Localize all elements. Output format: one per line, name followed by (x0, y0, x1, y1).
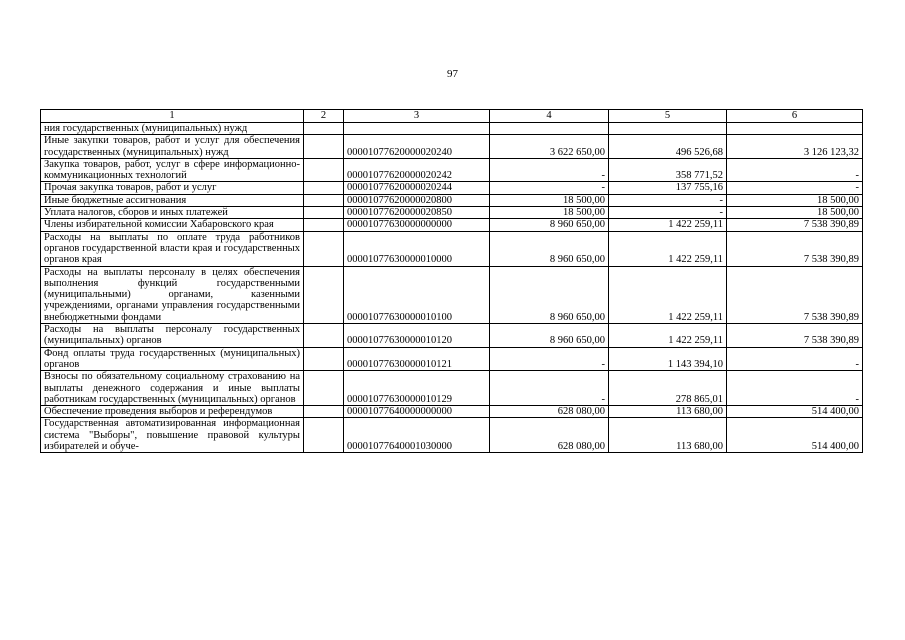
row-executed (609, 123, 727, 135)
row-col2 (304, 266, 344, 323)
row-executed: 1 422 259,11 (609, 219, 727, 231)
row-col2 (304, 371, 344, 406)
row-plan: 628 080,00 (490, 418, 609, 453)
table-row (41, 123, 863, 135)
table-header-row (41, 110, 863, 123)
row-executed: 1 422 259,11 (609, 266, 727, 323)
row-executed: 358 771,52 (609, 158, 727, 182)
row-executed: 113 680,00 (609, 418, 727, 453)
table-row (41, 135, 863, 159)
row-name: Взносы по обязательному социальному страхованию на выплаты денежного содержания и иные выплаты работникам государственных (муниципальных) органов (41, 371, 304, 406)
row-name: Иные закупки товаров, работ и услуг для обеспечения государственных (муниципальных) нужд (41, 135, 304, 159)
row-col2 (304, 418, 344, 453)
row-executed: 278 865,01 (609, 371, 727, 406)
row-col2 (304, 406, 344, 418)
row-plan: - (490, 158, 609, 182)
row-remainder: 7 538 390,89 (727, 219, 863, 231)
row-code: 00001077630000010129 (344, 371, 490, 406)
row-remainder: 18 500,00 (727, 194, 863, 206)
row-executed: 1 143 394,10 (609, 347, 727, 371)
table-row (41, 219, 863, 231)
row-code: 00001077630000000000 (344, 219, 490, 231)
table-row (41, 324, 863, 348)
row-remainder: 7 538 390,89 (727, 324, 863, 348)
row-plan (490, 123, 609, 135)
row-executed: 1 422 259,11 (609, 231, 727, 266)
row-remainder (727, 123, 863, 135)
row-col2 (304, 135, 344, 159)
row-executed: 113 680,00 (609, 406, 727, 418)
row-remainder: 7 538 390,89 (727, 231, 863, 266)
row-col2 (304, 182, 344, 194)
row-col2 (304, 219, 344, 231)
row-col2 (304, 194, 344, 206)
column-header: 2 (304, 110, 344, 123)
row-code: 00001077630000010100 (344, 266, 490, 323)
row-remainder: 7 538 390,89 (727, 266, 863, 323)
row-plan: 18 500,00 (490, 194, 609, 206)
row-remainder: - (727, 158, 863, 182)
row-col2 (304, 207, 344, 219)
row-name: Иные бюджетные ассигнования (41, 194, 304, 206)
row-code: 00001077620000020240 (344, 135, 490, 159)
row-name: Закупка товаров, работ, услуг в сфере информационно-коммуникационных технологий (41, 158, 304, 182)
row-name: Члены избирательной комиссии Хабаровского края (41, 219, 304, 231)
row-executed: - (609, 194, 727, 206)
row-remainder: - (727, 371, 863, 406)
budget-execution-table (40, 109, 863, 453)
row-remainder: - (727, 182, 863, 194)
row-name: Расходы на выплаты персоналу в целях обеспечения выполнения функций государственными (муниципальными) органами, казенными учреждениями, органами управления государственными внебюджетными фондами (41, 266, 304, 323)
row-executed: 1 422 259,11 (609, 324, 727, 348)
table-row (41, 231, 863, 266)
table-row (41, 194, 863, 206)
row-plan: 18 500,00 (490, 207, 609, 219)
row-name: Уплата налогов, сборов и иных платежей (41, 207, 304, 219)
row-remainder: 18 500,00 (727, 207, 863, 219)
row-code: 00001077630000010121 (344, 347, 490, 371)
row-executed: 137 755,16 (609, 182, 727, 194)
row-executed: - (609, 207, 727, 219)
row-code: 00001077620000020242 (344, 158, 490, 182)
row-executed: 496 526,68 (609, 135, 727, 159)
table-row (41, 182, 863, 194)
row-name: ния государственных (муниципальных) нужд (41, 123, 304, 135)
row-name: Обеспечение проведения выборов и референдумов (41, 406, 304, 418)
row-code: 00001077630000010120 (344, 324, 490, 348)
row-col2 (304, 231, 344, 266)
row-remainder: 514 400,00 (727, 406, 863, 418)
row-plan: 3 622 650,00 (490, 135, 609, 159)
row-code: 00001077640000000000 (344, 406, 490, 418)
row-col2 (304, 123, 344, 135)
row-name: Фонд оплаты труда государственных (муниципальных) органов (41, 347, 304, 371)
row-code: 00001077620000020244 (344, 182, 490, 194)
column-header: 5 (609, 110, 727, 123)
row-plan: 8 960 650,00 (490, 266, 609, 323)
row-plan: - (490, 182, 609, 194)
row-plan: 628 080,00 (490, 406, 609, 418)
row-col2 (304, 324, 344, 348)
row-plan: 8 960 650,00 (490, 324, 609, 348)
row-plan: 8 960 650,00 (490, 219, 609, 231)
column-header: 1 (41, 110, 304, 123)
row-col2 (304, 347, 344, 371)
table-row (41, 158, 863, 182)
row-code (344, 123, 490, 135)
row-code: 00001077620000020850 (344, 207, 490, 219)
row-plan: - (490, 371, 609, 406)
table-row (41, 418, 863, 453)
row-plan: 8 960 650,00 (490, 231, 609, 266)
table-row (41, 406, 863, 418)
row-name: Расходы на выплаты персоналу государственных (муниципальных) органов (41, 324, 304, 348)
column-header: 4 (490, 110, 609, 123)
row-plan: - (490, 347, 609, 371)
row-remainder: - (727, 347, 863, 371)
row-code: 00001077630000010000 (344, 231, 490, 266)
column-header: 6 (727, 110, 863, 123)
column-header: 3 (344, 110, 490, 123)
page-number: 97 (447, 68, 458, 80)
row-name: Расходы на выплаты по оплате труда работников органов государственной власти края и государственных органов края (41, 231, 304, 266)
row-name: Государственная автоматизированная информационная система "Выборы", повышение правовой культуры избирателей и обуче- (41, 418, 304, 453)
row-code: 00001077620000020800 (344, 194, 490, 206)
row-remainder: 514 400,00 (727, 418, 863, 453)
row-name: Прочая закупка товаров, работ и услуг (41, 182, 304, 194)
row-code: 00001077640001030000 (344, 418, 490, 453)
table-row (41, 347, 863, 371)
row-col2 (304, 158, 344, 182)
table-row (41, 207, 863, 219)
row-remainder: 3 126 123,32 (727, 135, 863, 159)
table-row (41, 266, 863, 323)
table-row (41, 371, 863, 406)
